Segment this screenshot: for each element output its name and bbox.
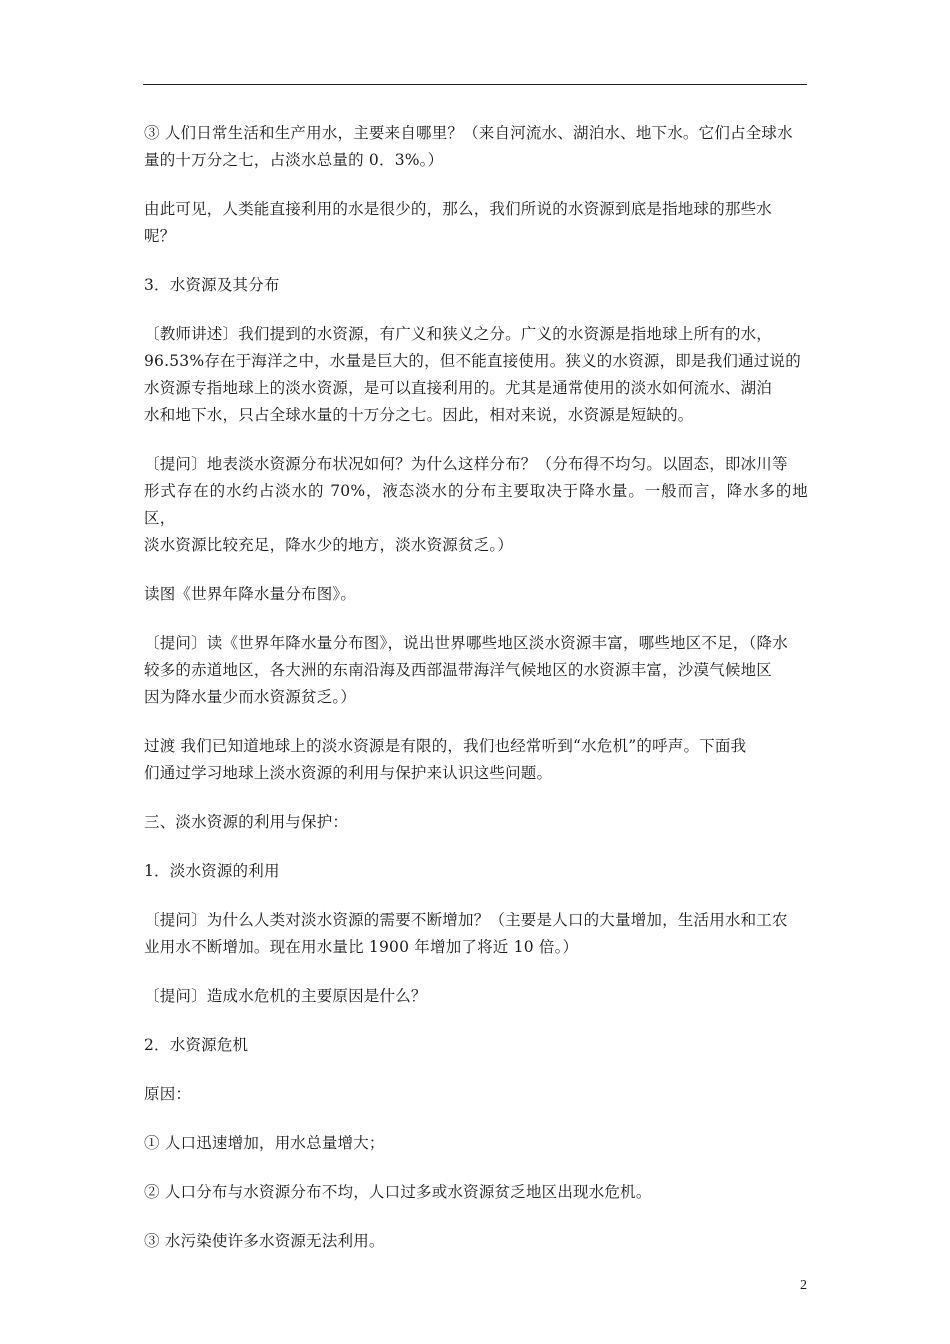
- subheading-utilization: [144, 858, 808, 885]
- text-line: 1．淡水资源的利用: [144, 862, 280, 880]
- paragraph-question-demand: [144, 907, 808, 961]
- text-line: ① 人口迅速增加，用水总量增大；: [144, 1134, 385, 1152]
- text-line: ② 人口分布与水资源分布不均，人口过多或水资源贫乏地区出现水危机。: [144, 1183, 652, 1201]
- document-body: [144, 120, 808, 1255]
- text-line: 三、淡水资源的利用与保护：: [144, 813, 349, 831]
- text-line: 〔提问〕为什么人类对淡水资源的需要不断增加？（主要是人口的大量增加，生活用水和工农: [144, 911, 788, 929]
- text-line: 〔提问〕地表淡水资源分布状况如何？为什么这样分布？（分布得不均匀。以固态，即冰川等: [144, 455, 788, 473]
- text-line: 读图《世界年降水量分布图》。: [144, 585, 357, 603]
- text-line: 们通过学习地球上淡水资源的利用与保护来认识这些问题。: [144, 764, 553, 782]
- text-line: 3．水资源及其分布: [144, 276, 280, 294]
- text-line: 量的十万分之七，占淡水总量的 0．3%。）: [144, 151, 444, 169]
- text-line: 淡水资源比较充足，降水少的地方，淡水资源贫乏。）: [144, 536, 514, 554]
- paragraph-read-map: [144, 581, 808, 608]
- header-rule: [143, 84, 807, 85]
- text-line: 〔教师讲述〕我们提到的水资源，有广义和狭义之分。广义的水资源是指地球上所有的水，: [144, 325, 773, 343]
- paragraph-conclusion: [144, 196, 808, 250]
- text-line: 较多的赤道地区，各大洲的东南沿海及西部温带海洋气候地区的水资源丰富，沙漠气候地区: [144, 661, 773, 679]
- text-line: 水资源专指地球上的淡水资源，是可以直接利用的。尤其是通常使用的淡水如何流水、湖泊: [144, 379, 773, 397]
- text-line: ③ 人们日常生活和生产用水，主要来自哪里？（来自河流水、湖泊水、地下水。它们占全球水: [144, 124, 793, 142]
- paragraph-question-distribution: [144, 451, 808, 559]
- text-line: 因为降水量少而水资源贫乏。）: [144, 688, 357, 706]
- text-line: 过渡 我们已知道地球上的淡水资源是有限的，我们也经常听到“水危机”的呼声。下面我: [144, 737, 747, 755]
- paragraph-transition: [144, 733, 808, 787]
- paragraph-water-sources: [144, 120, 808, 174]
- paragraph-teacher-explanation: [144, 321, 808, 429]
- subheading-water-crisis: [144, 1032, 808, 1059]
- page-number: 2: [800, 1278, 807, 1293]
- list-item-cause-1: [144, 1130, 808, 1157]
- text-line: 原因：: [144, 1085, 192, 1103]
- text-line: 业用水不断增加。现在用水量比 1900 年增加了将近 10 倍。）: [144, 938, 579, 956]
- section-heading-water-resources: [144, 272, 808, 299]
- text-line: 形式存在的水约占淡水的 70%，液态淡水的分布主要取决于降水量。一般而言，降水多的地区，: [144, 482, 808, 527]
- section-heading-utilization-protection: [144, 809, 808, 836]
- text-line: 〔提问〕读《世界年降水量分布图》，说出世界哪些地区淡水资源丰富，哪些地区不足，（降水: [144, 634, 788, 652]
- list-item-cause-3: [144, 1228, 808, 1255]
- text-line: 呢？: [144, 227, 176, 245]
- text-line: 水和地下水，只占全球水量的十万分之七。因此，相对来说，水资源是短缺的。: [144, 406, 694, 424]
- list-item-cause-2: [144, 1179, 808, 1206]
- label-causes: [144, 1081, 808, 1108]
- paragraph-question-crisis-cause: [144, 983, 808, 1010]
- text-line: ③ 水污染使许多水资源无法利用。: [144, 1232, 385, 1250]
- text-line: 2．水资源危机: [144, 1036, 249, 1054]
- paragraph-question-map: [144, 630, 808, 711]
- text-line: 〔提问〕造成水危机的主要原因是什么？: [144, 987, 427, 1005]
- text-line: 96.53%存在于海洋之中，水量是巨大的，但不能直接使用。狭义的水资源，即是我们通过说的: [144, 352, 801, 370]
- text-line: 由此可见，人类能直接利用的水是很少的，那么，我们所说的水资源到底是指地球的那些水: [144, 200, 773, 218]
